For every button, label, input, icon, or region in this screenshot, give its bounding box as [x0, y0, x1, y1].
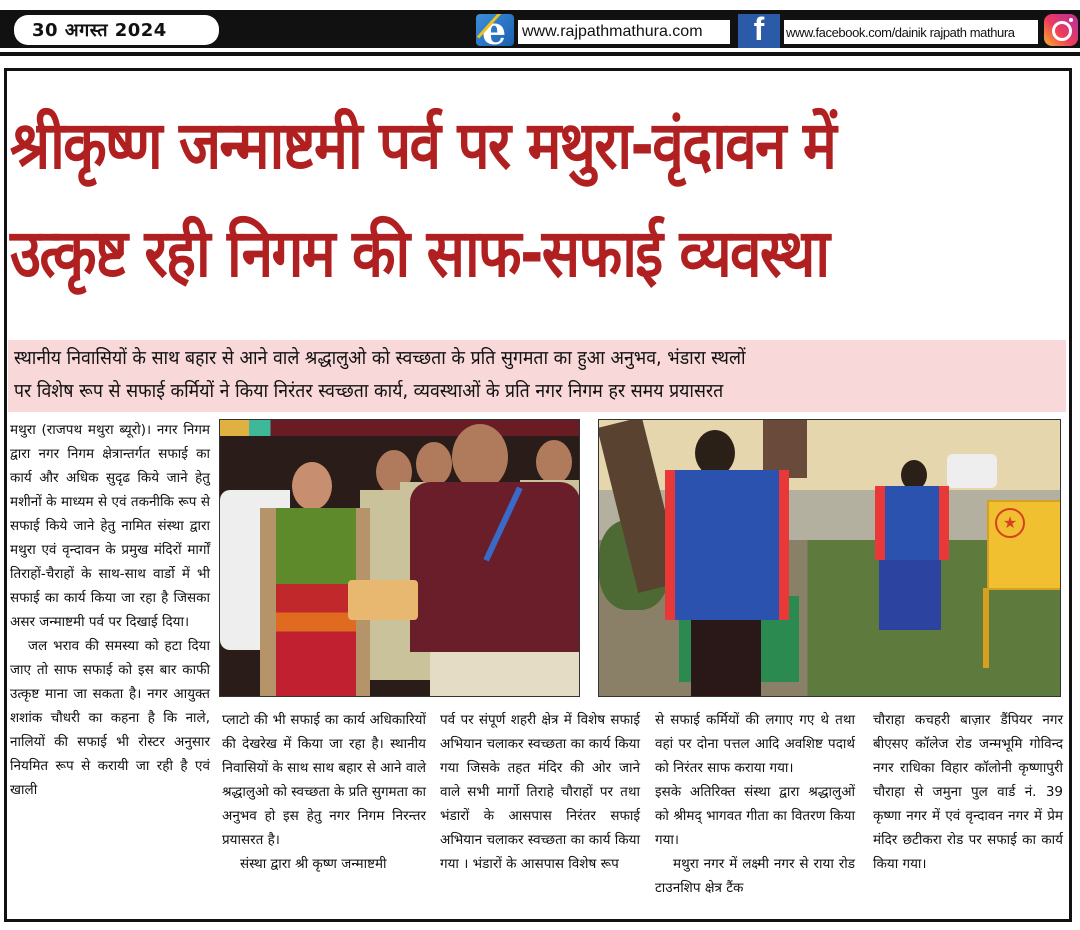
facebook-icon: f — [738, 14, 780, 48]
paragraph: मथुरा नगर में लक्ष्मी नगर से राया रोड टाउनशिप क्षेत्र टैंक — [655, 856, 855, 896]
paragraph: से सफाई कर्मियों की लगाए गए थे तथा वहां पर दोना पत्तल आदि अवशिष्ट पदार्थ को निरंतर साफ कराया गया। — [655, 712, 855, 776]
paragraph: प्लाटो की भी सफाई का कार्य अधिकारियों की देखरेख में किया जा रहा है। स्थानीय निवासियों के साथ साथ बहार से आने वाले श्रद्धालुओ को स्वच्छता के प्रति सुगमता का अनुभव हो इस हेतु नगर निगम निरन्तर प्रयासरत है। — [222, 712, 426, 848]
instagram-icon[interactable] — [1044, 14, 1078, 46]
article-column-4 — [655, 708, 855, 900]
sanitation-worker — [871, 460, 961, 630]
man-maroon-shirt — [390, 420, 580, 697]
sanitation-workers-photo — [598, 419, 1061, 697]
issue-date: 30 अगस्त 2024 — [14, 15, 219, 45]
sanitation-worker — [665, 430, 795, 697]
headline-line-2: उत्कृष्ट रही निगम की साफ-सफाई व्यवस्था — [10, 215, 829, 292]
article-column-5 — [873, 708, 1063, 876]
facebook-link[interactable]: www.facebook.com/dainik rajpath mathura — [784, 20, 1038, 44]
article-column-3 — [440, 708, 640, 876]
internet-explorer-icon — [476, 14, 514, 46]
subheadline — [8, 340, 1066, 412]
subheadline-line-2: पर विशेष रूप से सफाई कर्मियों ने किया निरंतर स्वच्छता कार्य, व्यवस्थाओं के प्रति नगर निगम हर समय प्रयासरत — [14, 380, 724, 402]
sign-post — [983, 588, 989, 668]
subheadline-line-1: स्थानीय निवासियों के साथ बहार से आने वाले श्रद्धालुओ को स्वच्छता के प्रति सुगमता का हुआ अनुभव, भंडारा स्थलों — [14, 347, 746, 369]
website-link[interactable]: www.rajpathmathura.com — [518, 20, 730, 44]
article-column-2 — [222, 708, 426, 876]
article-column-1 — [10, 418, 210, 802]
paragraph: संस्था द्वारा श्री कृष्ण जन्माष्टमी — [240, 856, 387, 872]
headline — [10, 92, 922, 308]
paragraph: जल भराव की समस्या को हटा दिया जाए तो साफ सफाई को इस बार काफी उत्कृष्ट माना जा सकता है। नगर आयुक्त शशांक चौधरी का कहना है कि नाले, नालियों की सफाई भी रोस्टर अनुसार नियमित रूप से करायी जा रही है एवं खाली — [10, 638, 210, 798]
paragraph: चौराहा कचहरी बाज़ार डैंपियर नगर बीएसए कॉलेज रोड जन्मभूमि गोविन्द नगर राधिका विहार कॉलोनी कृष्णापुरी चौराहा से जमुना पुल वार्ड नं. 39 कृष्णा नगर में एवं वृन्दावन नगर में प्रेम मंदिर छटीकरा रोड पर सफाई का कार्य किया गया। — [873, 712, 1063, 872]
headline-line-1: श्रीकृष्ण जन्माष्टमी पर्व पर मथुरा-वृंदावन में — [10, 107, 836, 184]
yellow-signboard — [987, 500, 1061, 590]
paragraph: पर्व पर संपूर्ण शहरी क्षेत्र में विशेष सफाई अभियान चलाकर स्वच्छता का कार्य किया गया जिसके तहत मंदिर की ओर जाने वाले सभी मार्गो तिराहे चौराहों पर तथा भंडारों के आसपास निरंतर सफाई अभियान चलाकर स्वच्छता का कार्य किया गया । भंडारों के आसपास विशेष रूप — [440, 712, 640, 872]
masthead-rule — [0, 52, 1080, 56]
paragraph: इसके अतिरिक्त संस्था द्वारा श्रद्धालुओं को श्रीमद् भागवत गीता का वितरण किया गया। — [655, 784, 855, 848]
gift-box — [348, 580, 418, 620]
officials-group-photo — [219, 419, 580, 697]
paragraph: मथुरा (राजपथ मथुरा ब्यूरो)। नगर निगम द्वारा नगर निगम क्षेत्रान्तर्गत सफाई का कार्य और अधिक सुदृढ किये जाने हेतु मशीनों के माध्यम से एवं तकनीकि रूप से सफाई किये जाने हेतु नामित संस्था द्वारा मथुरा एवं वृन्दावन के प्रमुख मंदिरों मार्गों तिराहों-चैराहों के साथ-साथ वार्डो में भी सफाई का कार्य किया जा रहा है जिसका असर जन्माष्टमी पर्व पर दिखाई दिया। — [10, 422, 210, 630]
